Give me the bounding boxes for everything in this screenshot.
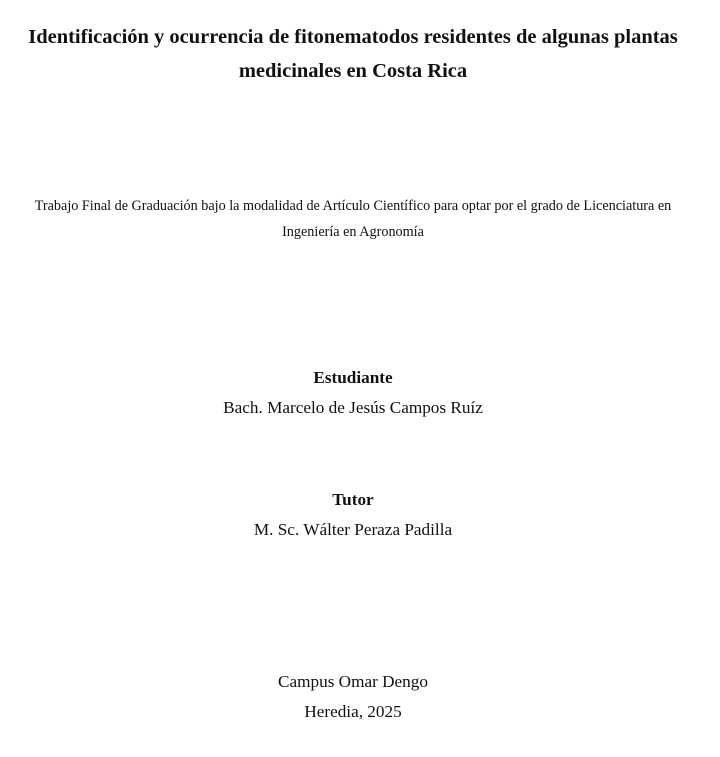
city-year: Heredia, 2025: [304, 702, 402, 721]
tutor-heading: Tutor: [332, 490, 374, 509]
student-name: Bach. Marcelo de Jesús Campos Ruíz: [223, 398, 483, 417]
subtitle-line-1: Trabajo Final de Graduación bajo la modalidad de Artículo Científico para optar por el grado de Licenciatura en: [34, 198, 672, 214]
tutor-section: [10, 485, 696, 545]
campus-name: Campus Omar Dengo: [278, 672, 428, 691]
document-subtitle: [10, 193, 696, 245]
title-line-1: Identificación y ocurrencia de fitonematodos residentes de algunas plantas: [28, 26, 678, 48]
subtitle-line-2: Ingeniería en Agronomía: [282, 224, 424, 240]
title-line-2: medicinales en Costa Rica: [238, 60, 468, 82]
tutor-name: M. Sc. Wálter Peraza Padilla: [253, 520, 453, 539]
student-heading: Estudiante: [313, 368, 393, 387]
student-section: [10, 363, 696, 423]
location-section: [10, 667, 696, 727]
document-title: [10, 20, 696, 88]
